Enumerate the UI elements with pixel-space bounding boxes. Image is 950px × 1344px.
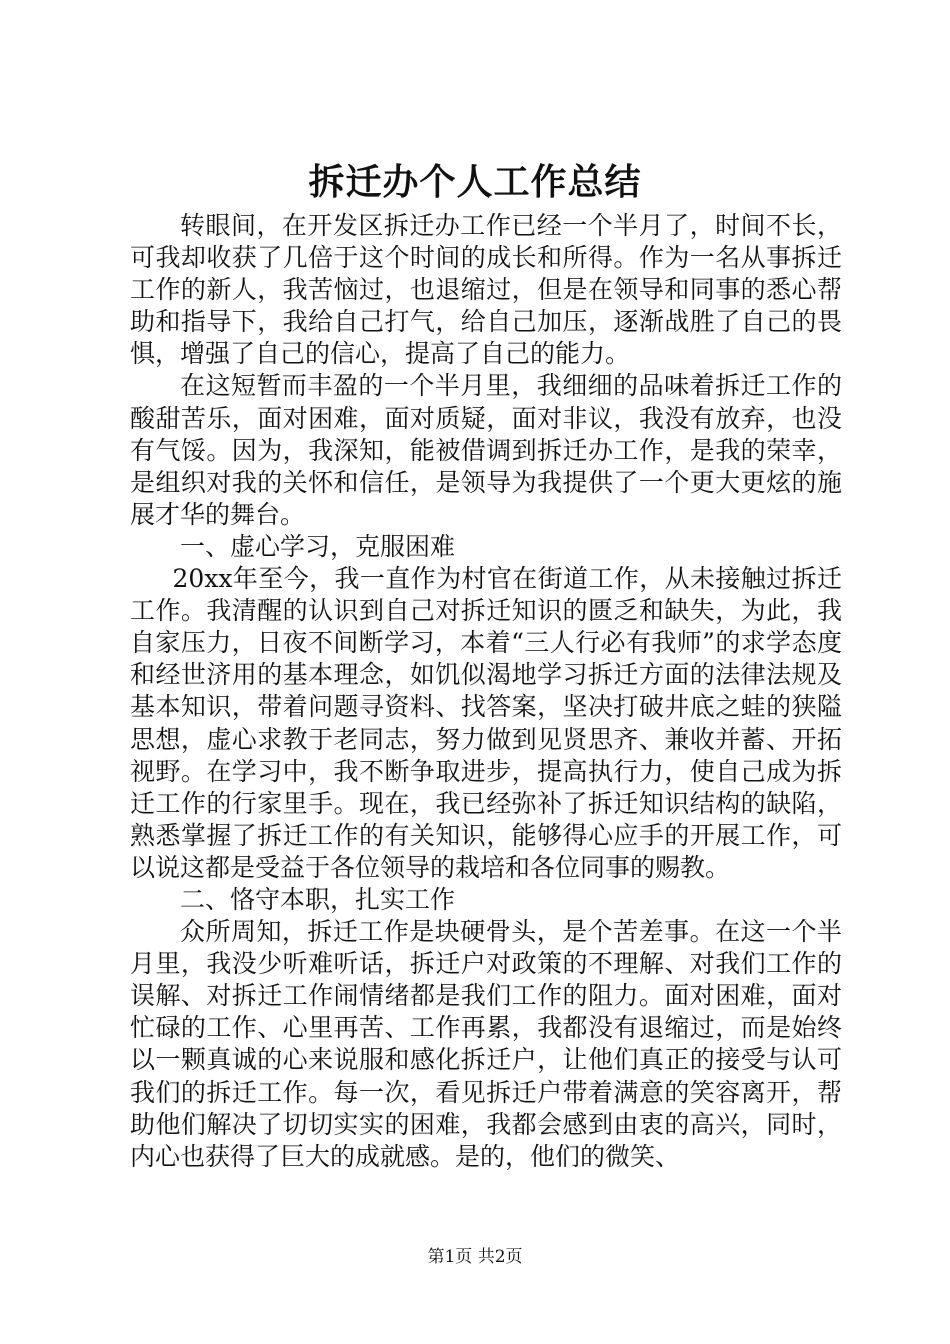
section-heading-2: 二、恪守本职，扎实工作 — [180, 884, 456, 914]
page-footer: 第1页 共2页 — [427, 1247, 523, 1267]
paragraph-work: 众所周知，拆迁工作是块硬骨头，是个苦差事。在这一个半月里，我没少听难听话，拆迁户对政策的不理解、对我们工作的误解、对拆迁工作闹情绪都是我们工作的阻力。面对困难，面对忙碌的工作、心里再苦、工作再累，我都没有退缩过，而是始终以一颗真诚的心来说服和感化拆迁户，让他们真正的接受与认可我们的拆迁工作。每一次，看见拆迁户带着满意的笑容离开，帮助他们解决了切切实实的困难，我都会感到由衷的高兴，同时，内心也获得了巨大的成就感。是的，他们的微笑、 — [130, 917, 842, 1171]
paragraph-learning: 20xx年至今，我一直作为村官在街道工作，从未接触过拆迁工作。我清醒的认识到自己对拆迁知识的匮乏和缺失，为此，我自家压力，日夜不间断学习，本着“三人行必有我师”的求学态度和经世济用的基本理念，如饥似渴地学习拆迁方面的法律法规及基本知识，带着问题寻资料、找答案，坚决打破井底之蛙的狭隘思想，虚心求教于老同志，努力做到见贤思齐、兼收并蓄、开拓视野。在学习中，我不断争取进步，提高执行力，使自己成为拆迁工作的行家里手。现在，我已经弥补了拆迁知识结构的缺陷，熟悉掌握了拆迁工作的有关知识，能够得心应手的开展工作，可以说这都是受益于各位领导的栽培和各位同事的赐教。 — [130, 564, 842, 882]
paragraph-intro: 转眼间，在开发区拆迁办工作已经一个半月了，时间不长，可我却收获了几倍于这个时间的成长和所得。作为一名从事拆迁工作的新人，我苦恼过，也退缩过，但是在领导和同事的悉心帮助和指导下，我给自己打气，给自己加压，逐渐战胜了自己的畏惧，增强了自己的信心，提高了自己的能力。 — [130, 211, 842, 369]
document-title: 拆迁办个人工作总结 — [308, 161, 642, 203]
paragraph-reflection: 在这短暂而丰盈的一个半月里，我细细的品味着拆迁工作的酸甜苦乐，面对困难，面对质疑，面对非议，我没有放弃，也没有气馁。因为，我深知，能被借调到拆迁办工作，是我的荣幸，是组织对我的关怀和信任，是领导为我提供了一个更大更炫的施展才华的舞台。 — [130, 371, 842, 529]
document-body — [130, 210, 842, 1173]
section-heading-1: 一、虚心学习，克服困难 — [180, 531, 456, 561]
